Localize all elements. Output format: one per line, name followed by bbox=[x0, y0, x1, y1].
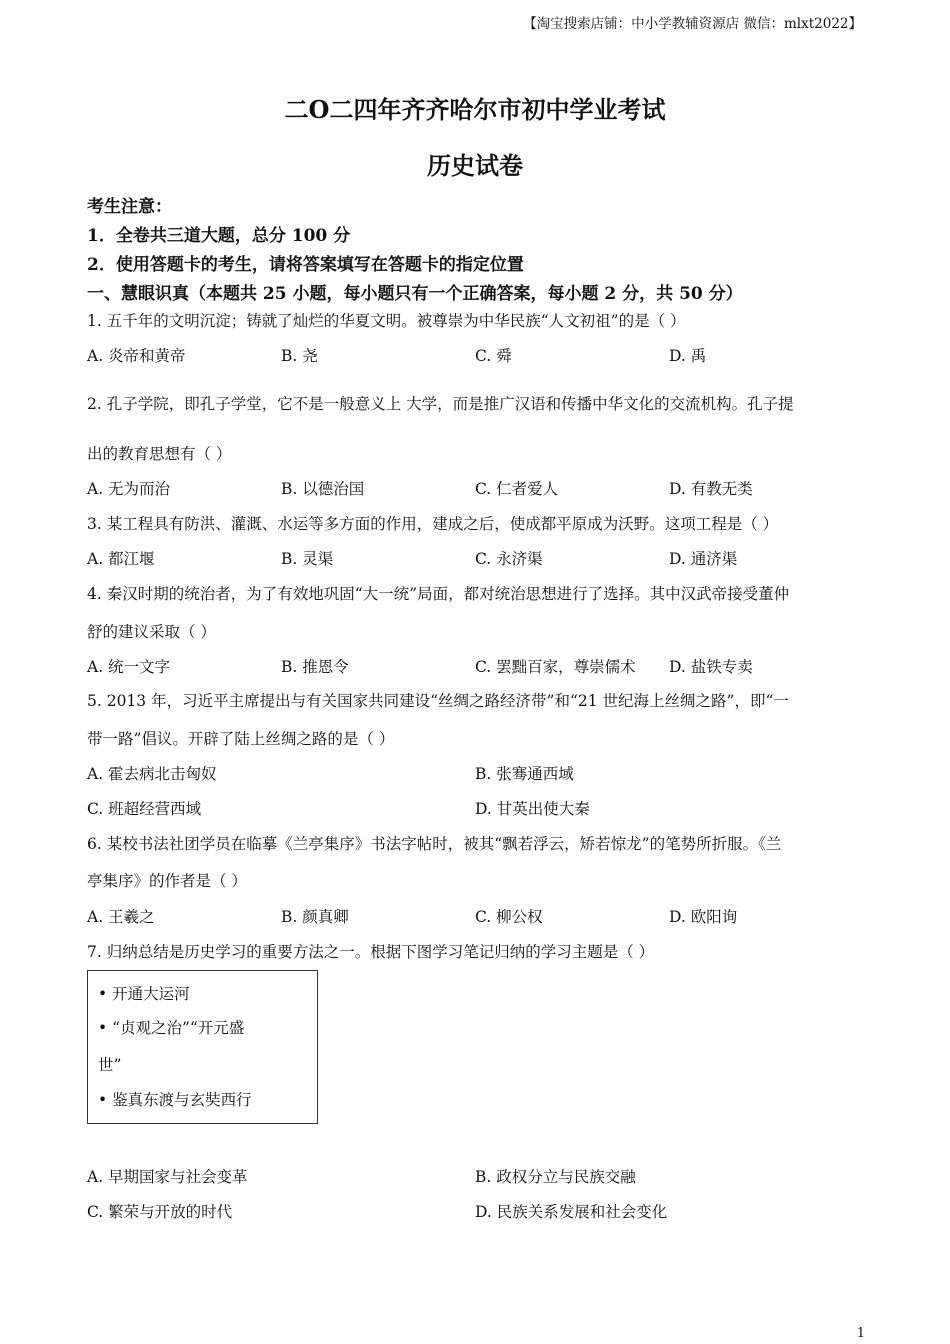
question-4-text-cont: 舒的建议采取（ ） bbox=[87, 623, 216, 641]
q1-option-a: A. 炎帝和黄帝 bbox=[87, 347, 186, 365]
q5-option-b: B. 张骞通西域 bbox=[475, 765, 574, 783]
q1-option-b: B. 尧 bbox=[281, 347, 318, 365]
note-item: • “贞观之治”“开元盛 bbox=[98, 1019, 245, 1037]
q7-option-b: B. 政权分立与民族交融 bbox=[475, 1168, 636, 1186]
q6-option-c: C. 柳公权 bbox=[475, 908, 543, 926]
q3-option-b: B. 灵渠 bbox=[281, 550, 334, 568]
question-1-text: 1. 五千年的文明沉淀；铸就了灿烂的华夏文明。被尊崇为中华民族“人文初祖”的是（ ） bbox=[87, 312, 686, 330]
q1-option-d: D. 禹 bbox=[669, 347, 707, 365]
exam-title: 二O二四年齐齐哈尔市初中学业考试 bbox=[284, 95, 666, 124]
q2-option-b: B. 以德治国 bbox=[281, 480, 365, 498]
q2-option-a: A. 无为而治 bbox=[87, 480, 171, 498]
q4-option-d: D. 盐铁专卖 bbox=[669, 658, 753, 676]
question-6-text: 6. 某校书法社团学员在临摹《兰亭集序》书法字帖时，被其“飘若浮云，矫若惊龙”的笔势所折服。《兰 bbox=[87, 835, 782, 853]
q3-option-a: A. 都江堰 bbox=[87, 550, 155, 568]
question-5-text: 5. 2013 年，习近平主席提出与有关国家共同建设“丝绸之路经济带”和“21 世纪海上丝绸之路”，即“一 bbox=[87, 692, 789, 710]
question-2-text: 2. 孔子学院，即孔子学堂，它不是一般意义上 大学，而是推广汉语和传播中华文化的交流机构。孔子提 bbox=[87, 395, 794, 413]
study-notes-box bbox=[87, 970, 318, 1124]
q3-option-d: D. 通济渠 bbox=[669, 550, 738, 568]
q4-option-a: A. 统一文字 bbox=[87, 658, 171, 676]
q4-option-b: B. 推恩令 bbox=[281, 658, 349, 676]
question-5-text-cont: 带一路”倡议。开辟了陆上丝绸之路的是（ ） bbox=[87, 730, 395, 748]
q6-option-a: A. 王羲之 bbox=[87, 908, 155, 926]
q5-option-d: D. 甘英出使大秦 bbox=[475, 800, 590, 818]
header-note: 【淘宝搜索店铺：中小学教辅资源店 微信：mlxt2022】 bbox=[523, 16, 862, 32]
question-2-text-cont: 出的教育思想有（ ） bbox=[87, 445, 232, 463]
q7-option-d: D. 民族关系发展和社会变化 bbox=[475, 1203, 668, 1221]
section-heading: 一、慧眼识真（本题共 25 小题，每小题只有一个正确答案，每小题 2 分，共 50 分） bbox=[87, 284, 743, 304]
notice-item-1: 1．全卷共三道大题，总分 100 分 bbox=[87, 226, 351, 246]
page-number: 1 bbox=[856, 1326, 865, 1341]
question-7-text: 7. 归纳总结是历史学习的重要方法之一。根据下图学习笔记归纳的学习主题是（ ） bbox=[87, 943, 655, 961]
question-6-text-cont: 亭集序》的作者是（ ） bbox=[87, 872, 247, 890]
notice-heading: 考生注意： bbox=[87, 197, 172, 217]
q6-option-d: D. 欧阳询 bbox=[669, 908, 738, 926]
q2-option-d: D. 有教无类 bbox=[669, 480, 753, 498]
q6-option-b: B. 颜真卿 bbox=[281, 908, 349, 926]
q1-option-c: C. 舜 bbox=[475, 347, 512, 365]
q3-option-c: C. 永济渠 bbox=[475, 550, 543, 568]
notice-item-2: 2．使用答题卡的考生，请将答案填写在答题卡的指定位置 bbox=[87, 255, 524, 275]
exam-subtitle: 历史试卷 bbox=[427, 151, 523, 180]
question-4-text: 4. 秦汉时期的统治者，为了有效地巩固“大一统”局面，都对统治思想进行了选择。其中汉武帝接受董仲 bbox=[87, 585, 790, 603]
q7-option-a: A. 早期国家与社会变革 bbox=[87, 1168, 248, 1186]
q4-option-c: C. 罢黜百家，尊崇儒术 bbox=[475, 658, 636, 676]
question-3-text: 3. 某工程具有防洪、灌溉、水运等多方面的作用，建成之后，使成都平原成为沃野。这项工程是（ ） bbox=[87, 515, 779, 533]
q2-option-c: C. 仁者爱人 bbox=[475, 480, 559, 498]
q7-option-c: C. 繁荣与开放的时代 bbox=[87, 1203, 233, 1221]
q5-option-c: C. 班超经营西域 bbox=[87, 800, 202, 818]
note-item: • 开通大运河 bbox=[98, 985, 190, 1003]
note-item: • 鉴真东渡与玄奘西行 bbox=[98, 1091, 252, 1109]
q5-option-a: A. 霍去病北击匈奴 bbox=[87, 765, 217, 783]
note-item-cont: 世” bbox=[98, 1056, 122, 1074]
